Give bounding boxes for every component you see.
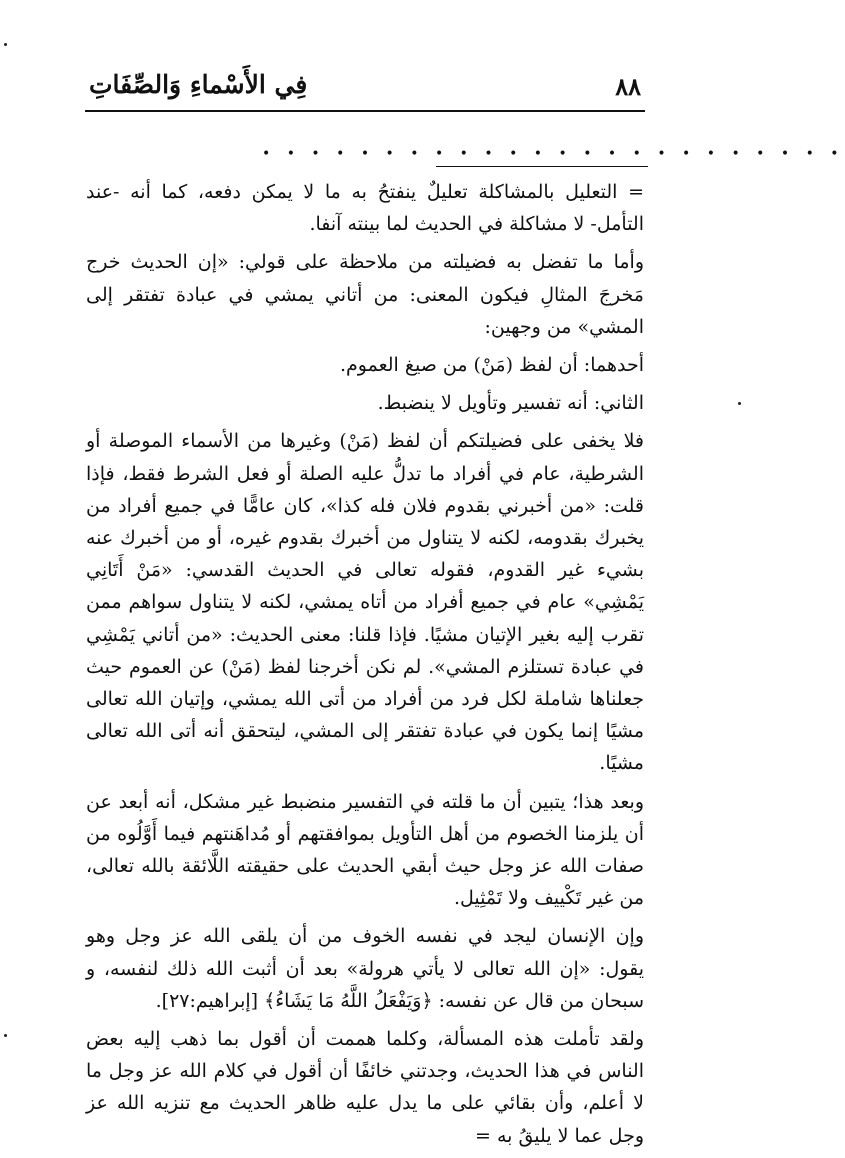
page-header: [85, 70, 645, 110]
footnote-separator-rule: [436, 166, 648, 167]
paragraph-3: أحدهما: أن لفظ (مَنْ) من صيغ العموم.: [339, 354, 644, 377]
paragraph-1: = التعليل بالمشاكلة تعليلٌ ينفتحُ به ما لا يمكن دفعه، كما أنه -عند التأمل- لا مشاكلة في الحديث لما بينته آنفا.: [86, 181, 644, 236]
paragraph-6: وبعد هذا؛ يتبين أن ما قلته في التفسير منضبط غير مشكل، أنه أبعد عن أن يلزمنا الخصوم من أهل التأويل بموافقتهم أو مُداهَنتهم فيما أَوَّلُوه من صفات الله عز وجل حيث أبقي الحديث على حقيقته اللَّائقة بالله تعالى، من غير تَكْييف ولا تَمْثِيل.: [86, 790, 644, 910]
main-text: [86, 176, 644, 1158]
paragraph-7: وإن الإنسان ليجد في نفسه الخوف من أن يلقى الله عز وجل وهو يقول: «إن الله تعالى لا يأتي هرولة» بعد أن أثبت الله ذلك لنفسه، و سبحان من قال عن نفسه: ﴿وَيَفْعَلُ اللَّهُ مَا يَشَاءُ﴾ [إبراهيم:٢٧].: [86, 925, 644, 1012]
paragraph-8: ولقد تأملت هذه المسألة، وكلما هممت أن أقول بما ذهب إليه بعض الناس في هذا الحديث، وجدتني خائفًا أن أقول في كلام الله عز وجل ما لا أعلم، وأن بقائي على ما يدل عليه ظاهر الحديث مع تنزيه الله عز وجل عما لا يليقُ به =: [86, 1028, 644, 1147]
scan-speck: [738, 402, 741, 405]
scan-speck: [4, 1034, 7, 1037]
page-number: ٨٨: [615, 72, 641, 101]
scan-speck: [4, 43, 7, 46]
dotted-separator: • • • • • • • • • • • • • • • • • • • • • • • •: [262, 146, 845, 162]
paragraph-2: وأما ما تفضل به فضيلته من ملاحظة على قولي: «إن الحديث خرج مَخرجَ المثالِ فيكون المعنى: من أتاني يمشي في عبادة تفتقر إلى المشي» من وجهين:: [86, 251, 644, 338]
running-title: فِي الأَسْماءِ وَالصِّفَاتِ: [89, 70, 308, 99]
paragraph-5: فلا يخفى على فضيلتكم أن لفظ (مَنْ) وغيرها من الأسماء الموصلة أو الشرطية، عام في أفراد ما تدلُّ عليه الصلة أو فعل الشرط فقط، فإذا قلت: «من أخبرني بقدوم فلان فله كذا»، كان عامًّا في جميع أفراد من يخبرك بقدومه، لكنه لا يتناول من أخبرك بقدوم غيره، أو من أخبرك عنه بشيء غير القدوم، فقوله تعالى في الحديث القدسي: «مَنْ أَتَانِي يَمْشِي» عام في جميع أفراد من أتاه يمشي، لكنه لا يتناول سواهم ممن تقرب إليه بغير الإتيان مشيًا. فإذا قلنا: معنى الحديث: «من أتاني يَمْشِي في عبادة تستلزم المشي». لم نكن أخرجنا لفظ (مَنْ) عن العموم حيث جعلناها شاملة لكل فرد من أفراد من أتى الله يمشي، وإتيان الله تعالى مشيًا إنما يكون في عبادة تفتقر إلى المشي، ليتحقق أنه أتى الله تعالى مشيًا.: [86, 430, 644, 775]
paragraph-4: الثاني: أنه تفسير وتأويل لا ينضبط.: [377, 392, 644, 415]
header-rule: [85, 110, 645, 112]
